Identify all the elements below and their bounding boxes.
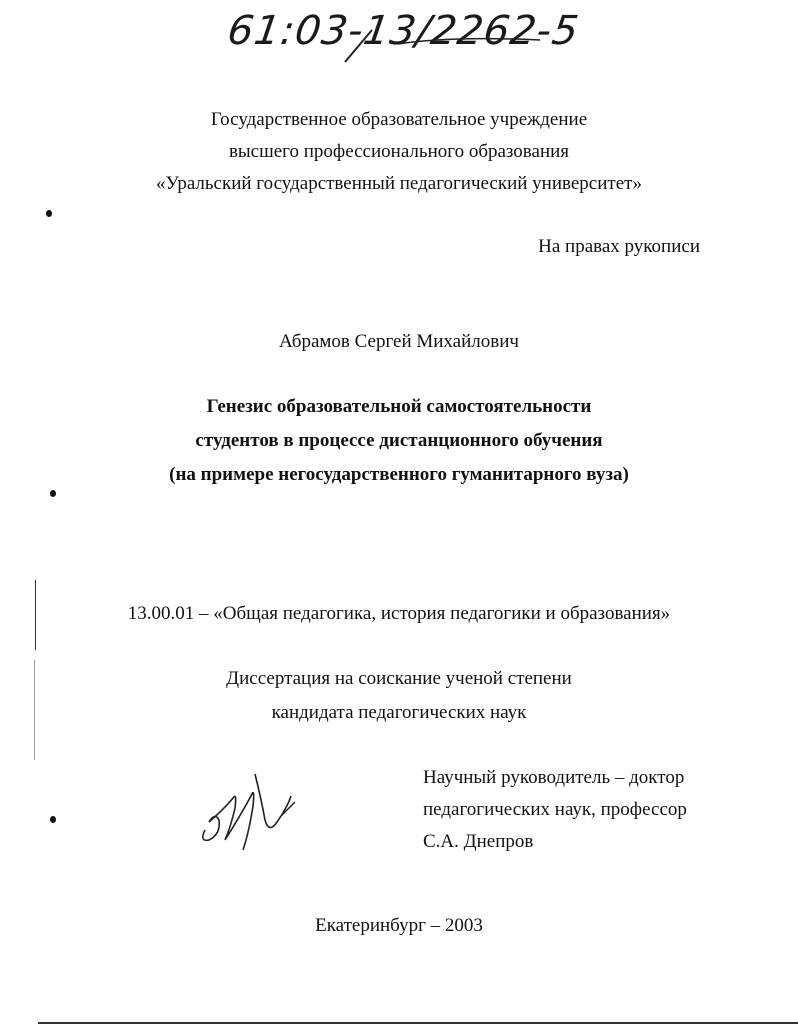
institution-block	[0, 104, 798, 200]
institution-line-3: «Уральский государственный педагогический университет»	[156, 173, 642, 194]
rights-note: На правах рукописи	[538, 236, 700, 257]
margin-dot	[50, 816, 56, 823]
specialty-code: 13.00.01 – «Общая педагогика, история педагогики и образования»	[127, 603, 671, 624]
author-name: Абрамов Сергей Михайлович	[279, 331, 519, 352]
title-line-3: (на примере негосударственного гуманитарного вуза)	[169, 464, 629, 485]
city-year: Екатеринбург – 2003	[315, 915, 483, 936]
handwritten-archive-code: 61:03-13/2262-5	[224, 8, 582, 54]
signature-scribble	[195, 768, 305, 858]
title-line-2: студентов в процессе дистанционного обучения	[195, 430, 603, 451]
degree-line-2: кандидата педагогических наук	[271, 702, 527, 723]
handwritten-code-underline	[0, 0, 798, 80]
advisor-line-3: С.А. Днепров	[423, 831, 534, 852]
title-line-1: Генезис образовательной самостоятельности	[206, 396, 592, 417]
scan-bottom-edge	[38, 1022, 798, 1024]
institution-line-1: Государственное образовательное учреждение	[210, 109, 588, 130]
dissertation-title	[0, 390, 798, 492]
margin-dot	[46, 210, 52, 217]
degree-line-1: Диссертация на соискание ученой степени	[226, 668, 572, 689]
degree-block	[0, 662, 798, 730]
scan-edge-line	[35, 580, 36, 650]
advisor-line-1: Научный руководитель – доктор	[423, 767, 685, 788]
advisor-block	[423, 762, 687, 858]
margin-dot	[50, 490, 56, 497]
advisor-line-2: педагогических наук, профессор	[423, 799, 687, 820]
scan-edge-line	[34, 660, 35, 760]
institution-line-2: высшего профессионального образования	[228, 141, 570, 162]
